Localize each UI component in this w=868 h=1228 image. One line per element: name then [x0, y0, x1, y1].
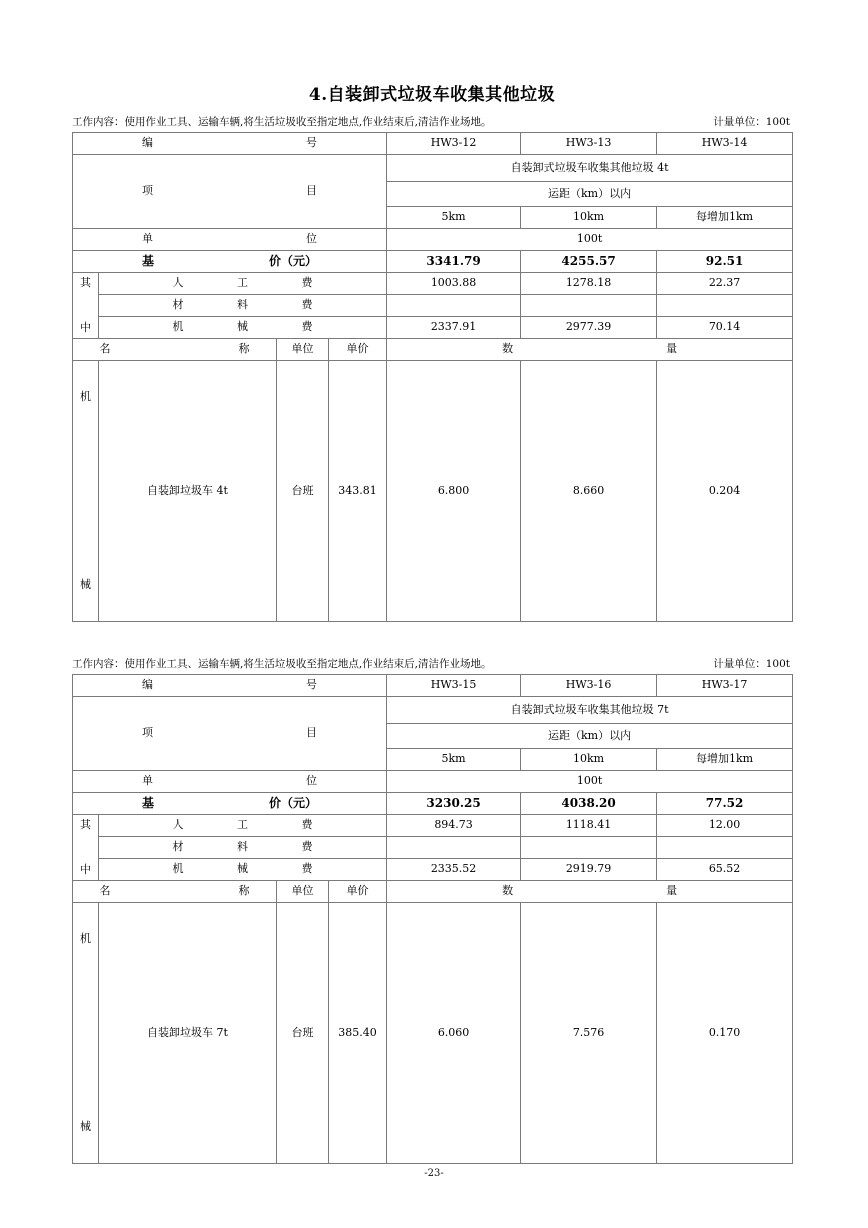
material-label-a: 材	[172, 298, 184, 312]
material-label-c: 费	[301, 840, 313, 854]
code-label-b: 号	[306, 136, 318, 150]
mechanical-label-cell	[73, 361, 99, 622]
resource-qty-1: 6.800	[387, 361, 521, 622]
code-value-2: HW3-16	[521, 675, 657, 697]
haul-distance-cell: 运距（km）以内	[387, 724, 793, 749]
table-row	[73, 273, 793, 295]
machine-cost-label-cell	[99, 317, 387, 339]
machine-cost-value-2: 2977.39	[521, 317, 657, 339]
distance-col-2: 10km	[521, 207, 657, 229]
estimate-table-2	[72, 674, 793, 1164]
distance-col-3: 每增加1km	[657, 749, 793, 771]
price-col-header: 单价	[329, 339, 387, 361]
base-price-value-2: 4255.57	[521, 251, 657, 273]
resource-name: 自装卸垃圾车 4t	[99, 361, 277, 622]
table-row	[73, 229, 793, 251]
material-cost-value-1	[387, 837, 521, 859]
material-cost-label-cell	[99, 295, 387, 317]
labor-label-a: 人	[172, 276, 184, 290]
code-label-a: 编	[142, 678, 154, 692]
code-value-1: HW3-12	[387, 133, 521, 155]
name-header-cell	[73, 339, 277, 361]
name-label-b: 称	[238, 884, 250, 898]
name-label-a: 名	[99, 342, 111, 356]
table-row	[73, 251, 793, 273]
code-header-cell	[73, 675, 387, 697]
material-label-c: 费	[301, 298, 313, 312]
labor-label-a: 人	[172, 818, 184, 832]
machine-cost-value-3: 70.14	[657, 317, 793, 339]
table-row	[73, 793, 793, 815]
work-content-label-1: 工作内容：使用作业工具、运输车辆,将生活垃圾收至指定地点,作业结束后,清洁作业场地。	[72, 116, 492, 128]
resource-qty-2: 7.576	[521, 903, 657, 1164]
item-label-a: 项	[142, 726, 154, 740]
mechanical-char-1: 机	[80, 932, 91, 945]
resource-qty-1: 6.060	[387, 903, 521, 1164]
mechanical-label-cell	[73, 903, 99, 1164]
resource-qty-3: 0.204	[657, 361, 793, 622]
distance-col-1: 5km	[387, 749, 521, 771]
distance-col-1: 5km	[387, 207, 521, 229]
item-label-a: 项	[142, 184, 154, 198]
material-label-a: 材	[172, 840, 184, 854]
resource-price: 343.81	[329, 361, 387, 622]
base-price-value-2: 4038.20	[521, 793, 657, 815]
work-content-label-2: 工作内容：使用作业工具、运输车辆,将生活垃圾收至指定地点,作业结束后,清洁作业场地。	[72, 658, 492, 670]
machine-label-a: 机	[172, 320, 184, 334]
machine-label-b: 械	[237, 862, 249, 876]
table-row	[73, 295, 793, 317]
material-label-b: 料	[237, 298, 249, 312]
machine-label-c: 费	[301, 862, 313, 876]
quantity-label-b: 量	[666, 342, 678, 356]
base-label-a: 基	[142, 253, 155, 268]
resource-name: 自装卸垃圾车 7t	[99, 903, 277, 1164]
unit-value-cell: 100t	[387, 229, 793, 251]
labor-cost-label-cell	[99, 815, 387, 837]
code-value-3: HW3-14	[657, 133, 793, 155]
machine-label-c: 费	[301, 320, 313, 334]
table-row	[73, 881, 793, 903]
code-label-a: 编	[142, 136, 154, 150]
unit-label-a: 单	[142, 774, 154, 788]
code-label-b: 号	[306, 678, 318, 692]
unit-label-b: 位	[306, 232, 318, 246]
base-price-value-3: 77.52	[657, 793, 793, 815]
base-price-value-3: 92.51	[657, 251, 793, 273]
material-label-b: 料	[237, 840, 249, 854]
measure-unit-label-1: 计量单位：100t	[713, 116, 790, 128]
table-separator	[72, 622, 792, 656]
name-label-a: 名	[99, 884, 111, 898]
table-row	[73, 317, 793, 339]
machine-cost-value-2: 2919.79	[521, 859, 657, 881]
material-cost-value-3	[657, 837, 793, 859]
qizhong-label-cell	[73, 815, 99, 881]
page-number: -23-	[424, 1168, 444, 1179]
unit-header-cell	[73, 229, 387, 251]
quantity-header-cell	[387, 881, 793, 903]
unit-col-header: 单位	[277, 881, 329, 903]
unit-value-cell: 100t	[387, 771, 793, 793]
unit-header-cell	[73, 771, 387, 793]
item-label-b: 目	[306, 726, 318, 740]
labor-cost-value-2: 1118.41	[521, 815, 657, 837]
quantity-header-cell	[387, 339, 793, 361]
haul-distance-cell: 运距（km）以内	[387, 182, 793, 207]
table-row	[73, 697, 793, 724]
machine-label-b: 械	[237, 320, 249, 334]
item-header-cell	[73, 155, 387, 229]
labor-label-c: 费	[301, 276, 313, 290]
qizhong-char-1: 其	[80, 818, 91, 831]
resource-qty-2: 8.660	[521, 361, 657, 622]
page-content	[72, 80, 792, 1164]
quantity-label-b: 量	[666, 884, 678, 898]
resource-price: 385.40	[329, 903, 387, 1164]
quantity-label-a: 数	[502, 342, 514, 356]
machine-cost-value-1: 2335.52	[387, 859, 521, 881]
distance-col-2: 10km	[521, 749, 657, 771]
unit-col-header: 单位	[277, 339, 329, 361]
name-header-cell	[73, 881, 277, 903]
labor-label-c: 费	[301, 818, 313, 832]
resource-qty-3: 0.170	[657, 903, 793, 1164]
qizhong-char-2: 中	[80, 862, 91, 876]
labor-cost-value-1: 1003.88	[387, 273, 521, 295]
labor-cost-value-2: 1278.18	[521, 273, 657, 295]
unit-label-a: 单	[142, 232, 154, 246]
code-header-cell	[73, 133, 387, 155]
code-value-2: HW3-13	[521, 133, 657, 155]
table-row	[73, 361, 793, 622]
material-cost-value-2	[521, 295, 657, 317]
machine-label-a: 机	[172, 862, 184, 876]
base-price-header-cell	[73, 251, 387, 273]
page-title: 4.自装卸式垃圾车收集其他垃圾	[308, 85, 556, 105]
base-label-b: 价（元）	[269, 795, 318, 810]
labor-label-b: 工	[237, 818, 249, 832]
labor-cost-value-3: 12.00	[657, 815, 793, 837]
machine-cost-value-1: 2337.91	[387, 317, 521, 339]
estimate-table-1	[72, 132, 793, 622]
unit-label-b: 位	[306, 774, 318, 788]
base-label-b: 价（元）	[269, 253, 318, 268]
table-row	[73, 903, 793, 1164]
labor-cost-label-cell	[99, 273, 387, 295]
base-price-header-cell	[73, 793, 387, 815]
mechanical-char-2: 械	[80, 577, 91, 591]
base-label-a: 基	[142, 795, 155, 810]
labor-label-b: 工	[237, 276, 249, 290]
name-label-b: 称	[238, 342, 250, 356]
item-title-cell: 自装卸式垃圾车收集其他垃圾 4t	[387, 155, 793, 182]
item-label-b: 目	[306, 184, 318, 198]
price-col-header: 单价	[329, 881, 387, 903]
table-row	[73, 837, 793, 859]
table-row	[73, 675, 793, 697]
mechanical-char-2: 械	[80, 1119, 91, 1133]
machine-cost-value-3: 65.52	[657, 859, 793, 881]
item-header-cell	[73, 697, 387, 771]
distance-col-3: 每增加1km	[657, 207, 793, 229]
material-cost-value-3	[657, 295, 793, 317]
labor-cost-value-3: 22.37	[657, 273, 793, 295]
labor-cost-value-1: 894.73	[387, 815, 521, 837]
table-row	[73, 815, 793, 837]
quantity-label-a: 数	[502, 884, 514, 898]
table-row	[73, 133, 793, 155]
table-caption-1	[72, 114, 792, 129]
code-value-1: HW3-15	[387, 675, 521, 697]
material-cost-value-1	[387, 295, 521, 317]
code-value-3: HW3-17	[657, 675, 793, 697]
table-row	[73, 155, 793, 182]
qizhong-char-2: 中	[80, 320, 91, 334]
material-cost-value-2	[521, 837, 657, 859]
table-row	[73, 859, 793, 881]
mechanical-char-1: 机	[80, 390, 91, 403]
qizhong-char-1: 其	[80, 276, 91, 289]
table-caption-2	[72, 656, 792, 671]
measure-unit-label-2: 计量单位：100t	[713, 658, 790, 670]
material-cost-label-cell	[99, 837, 387, 859]
table-row	[73, 339, 793, 361]
item-title-cell: 自装卸式垃圾车收集其他垃圾 7t	[387, 697, 793, 724]
qizhong-label-cell	[73, 273, 99, 339]
base-price-value-1: 3341.79	[387, 251, 521, 273]
resource-unit: 台班	[277, 361, 329, 622]
table-row	[73, 771, 793, 793]
base-price-value-1: 3230.25	[387, 793, 521, 815]
resource-unit: 台班	[277, 903, 329, 1164]
machine-cost-label-cell	[99, 859, 387, 881]
